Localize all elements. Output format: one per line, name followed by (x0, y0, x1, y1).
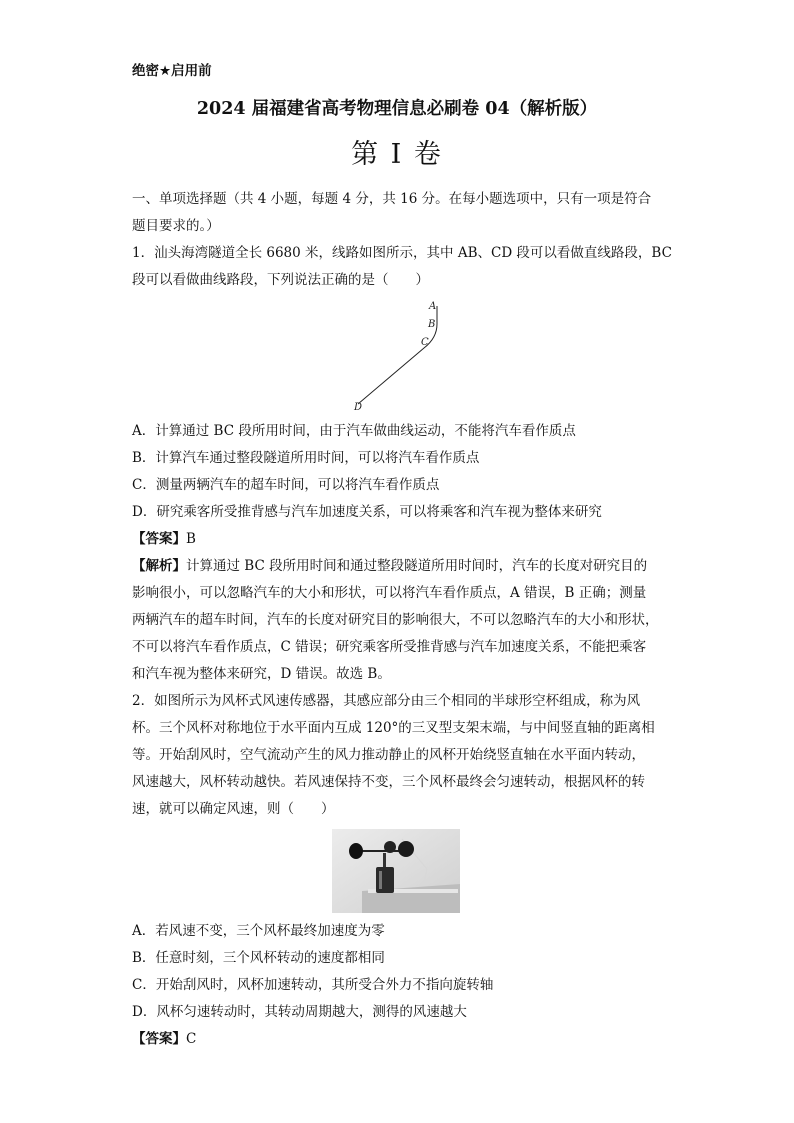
q2-stem-line-2: 杯。三个风杯对称地位于水平面内互成 120°的三叉型支架末端，与中间竖直轴的距离相 (132, 720, 655, 736)
analysis-tag: 【解析】 (132, 558, 186, 574)
tunnel-route-diagram (340, 296, 450, 416)
document-title: 2024 届福建省高考物理信息必刷卷 04（解析版） (196, 99, 598, 119)
part1-instruction-line-1: 一、单项选择题（共 4 小题，每题 4 分，共 16 分。在每小题选项中，只有一项是符合 (132, 191, 652, 207)
q1-analysis-line-2: 影响很小，可以忽略汽车的大小和形状，可以将汽车看作质点，A 错误，B 正确；测量 (132, 585, 647, 601)
q2-option-a: A．若风速不变，三个风杯最终加速度为零 (132, 923, 385, 939)
label-d: D (354, 402, 363, 413)
q1-stem-line-1: 1．汕头海湾隧道全长 6680 米，线路如图所示，其中 AB、CD 段可以看做直线路段，BC (132, 245, 672, 261)
route-path (358, 306, 437, 404)
q1-option-b: B．计算汽车通过整段隧道所用时间，可以将汽车看作质点 (132, 450, 480, 466)
q1-option-d: D．研究乘客所受推背感与汽车加速度关系，可以将乘客和汽车视为整体来研究 (132, 504, 602, 520)
section-heading: 第 I 卷 (351, 139, 443, 170)
label-a: A (429, 301, 437, 312)
confidential-label: 绝密★启用前 (132, 63, 212, 79)
q2-stem-line-5: 速，就可以确定风速，则（ ） (132, 801, 335, 817)
q2-option-d: D．风杯匀速转动时，其转动周期越大，测得的风速越大 (132, 1004, 467, 1020)
label-b: B (428, 319, 436, 330)
q2-stem-line-1: 2．如图所示为风杯式风速传感器，其感应部分由三个相同的半球形空杯组成，称为风 (132, 693, 641, 709)
anemometer-image (332, 829, 460, 913)
answer-value: B (186, 531, 196, 547)
part1-instruction-line-2: 题目要求的。） (132, 218, 220, 234)
q1-option-c: C．测量两辆汽车的超车时间，可以将汽车看作质点 (132, 477, 440, 493)
q1-analysis-line-3: 两辆汽车的超车时间，汽车的长度对研究目的影响很大，不可以忽略汽车的大小和形状， (132, 612, 659, 628)
analysis-text: 计算通过 BC 段所用时间和通过整段隧道所用时间时，汽车的长度对研究目的 (186, 558, 648, 574)
answer-tag: 【答案】 (132, 531, 186, 547)
q2-option-b: B．任意时刻，三个风杯转动的速度都相同 (132, 950, 385, 966)
q2-answer (132, 1029, 196, 1049)
q2-option-c: C．开始刮风时，风杯加速转动，其所受合外力不指向旋转轴 (132, 977, 494, 993)
q1-analysis-line-1 (132, 556, 647, 576)
answer-value: C (186, 1031, 197, 1047)
answer-tag: 【答案】 (132, 1031, 186, 1047)
q1-option-a: A．计算通过 BC 段所用时间，由于汽车做曲线运动，不能将汽车看作质点 (132, 423, 576, 439)
q1-stem-line-2: 段可以看做曲线路段，下列说法正确的是（ ） (132, 272, 429, 288)
q2-stem-line-4: 风速越大，风杯转动越快。若风速保持不变，三个风杯最终会匀速转动，根据风杯的转 (132, 774, 645, 790)
label-c: C (421, 337, 429, 348)
q1-analysis-line-5: 和汽车视为整体来研究，D 错误。故选 B。 (132, 666, 391, 682)
anemometer-photo (332, 829, 460, 913)
q1-answer (132, 529, 196, 549)
q2-stem-line-3: 等。开始刮风时，空气流动产生的风力推动静止的风杯开始绕竖直轴在水平面内转动， (132, 747, 645, 763)
q1-analysis-line-4: 不可以将汽车看作质点，C 错误；研究乘客所受推背感与汽车加速度关系，不能把乘客 (132, 639, 647, 655)
